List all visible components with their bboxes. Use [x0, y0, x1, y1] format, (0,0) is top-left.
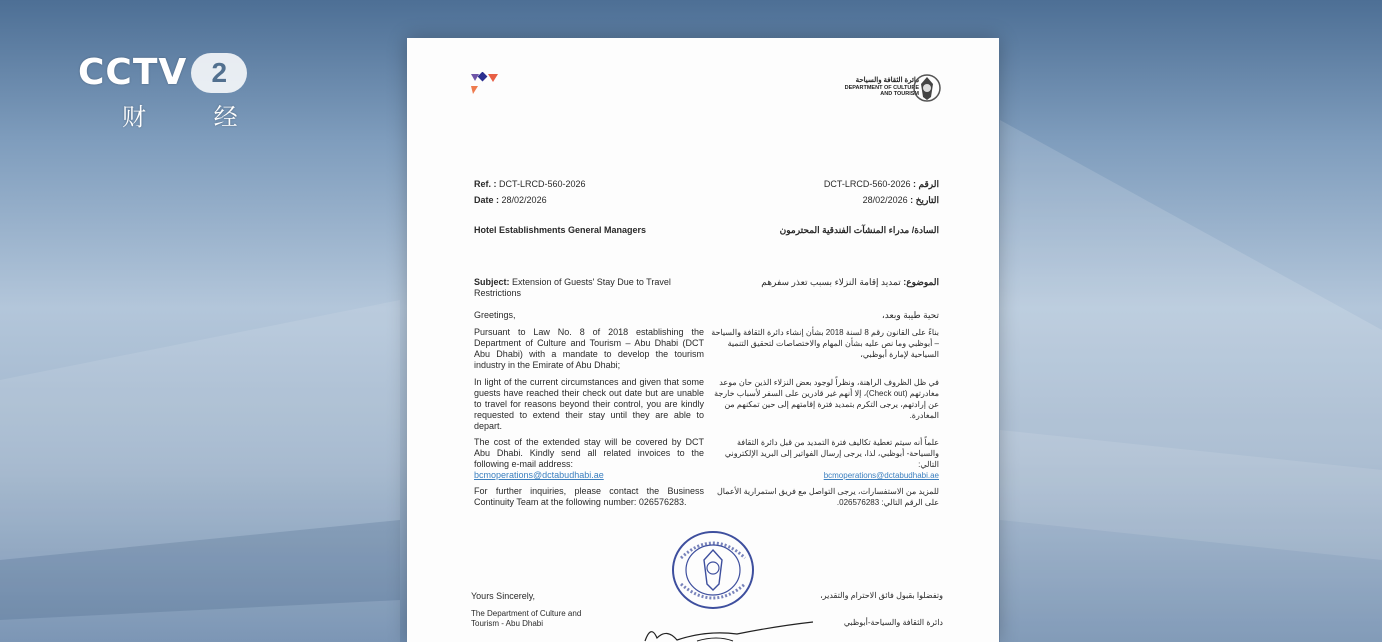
subject-label-en: Subject:	[474, 277, 510, 287]
ref-label-ar: : الرقم	[912, 179, 939, 189]
closing-en: Yours Sincerely,	[471, 591, 536, 601]
paragraph-en-1: Pursuant to Law No. 8 of 2018 establishing the Department of Culture and Tourism – Abu Dhabi (DCT Abu Dhabi) with a mandate to develop the tourism industry in the Emirate of Abu Dhabi;	[474, 327, 704, 370]
email-link-ar[interactable]: bcmoperations@dctabudhabi.ae	[823, 471, 939, 480]
greeting-ar: تحية طيبة وبعد،	[881, 310, 939, 320]
paragraph-ar-2: في ظل الظروف الراهنة، ونظراً لوجود بعض النزلاء الذين حان موعد مغادرتهم (Check out)، إلا أنهم غير قادرين على السفر لأسباب خارجة عن إرادتهم، يرجى التكرم بتمديد فترة إقامتهم إلى حين تمكنهم من المغادرة.	[714, 378, 939, 420]
channel-name: CCTV	[78, 52, 188, 93]
dct-brand-icon	[469, 72, 501, 102]
recipient-en: Hotel Establishments General Managers	[474, 225, 647, 235]
paragraph-en-4: For further inquiries, please contact the Business Continuity Team at the following number: 026576283.	[474, 486, 704, 507]
paragraph-en-3	[474, 437, 704, 481]
date-ar	[767, 195, 939, 206]
paragraph-ar-3-text: علماً أنه سيتم تغطية تكاليف فترة التمديد من قبل دائرة الثقافة والسياحة- أبوظبي، لذا، يرجى إرسال الفواتير إلى البريد الإلكتروني التالي:	[724, 438, 939, 469]
date-value-ar: 28/02/2026	[862, 195, 908, 205]
paragraph-ar-1: بناءً على القانون رقم 8 لسنة 2018 بشأن إنشاء دائرة الثقافة والسياحة – أبوظبي وما نص عليه بشأن المهام والاختصاصات لتحقيق التنمية السياحية لإمارة أبوظبي،	[711, 328, 939, 359]
official-stamp-icon	[669, 528, 757, 612]
channel-number: 2	[191, 53, 247, 93]
closing-ar: وتفضلوا بقبول فائق الاحترام والتقدير،	[820, 591, 943, 600]
paragraph-en-2: In light of the current circumstances and given that some guests have reached their check out date but are unable to travel for reasons beyond their control, you are kindly requested to extend their stay until they are able to depart.	[474, 377, 704, 431]
date-en	[474, 195, 547, 206]
subject-label-ar: الموضوع:	[903, 277, 939, 287]
ref-en	[474, 179, 586, 190]
signature-en: The Department of Culture and Tourism - Abu Dhabi	[471, 609, 582, 628]
signature-ar: دائرة الثقافة والسياحة-أبوظبي	[843, 618, 943, 627]
subject-ar	[719, 277, 939, 288]
dct-org-name-line1: DEPARTMENT OF CULTURE	[844, 85, 919, 91]
ref-label-en: Ref. :	[474, 179, 497, 189]
paragraph-ar-3	[709, 437, 939, 481]
subject-text-ar: تمديد إقامة النزلاء بسبب تعذر سفرهم	[761, 277, 901, 287]
greeting-en: Greetings,	[474, 310, 516, 320]
subject-en	[474, 277, 706, 299]
subject-text-en: Extension of Guests' Stay Due to Travel Restrictions	[474, 277, 671, 298]
date-value-en: 28/02/2026	[501, 195, 547, 205]
email-link-en[interactable]: bcmoperations@dctabudhabi.ae	[474, 470, 604, 480]
dct-org-name-ar: دائرة الثقافة والسياحة	[855, 77, 919, 84]
handwritten-signature	[637, 620, 817, 642]
falcon-emblem-icon	[912, 71, 942, 105]
paragraph-ar-4: للمزيد من الاستفسارات، يرجى التواصل مع فريق استمرارية الأعمال على الرقم التالي: 026576283.	[716, 487, 939, 507]
letter-page	[407, 38, 999, 642]
channel-logo	[78, 52, 268, 132]
date-label-ar: : التاريخ	[910, 195, 939, 205]
ref-ar	[767, 179, 939, 190]
ref-value-ar: DCT-LRCD-560-2026	[823, 179, 911, 189]
recipient-ar: السادة/ مدراء المنشآت الفندقية المحترمون	[779, 225, 939, 235]
ref-value-en: DCT-LRCD-560-2026	[499, 179, 586, 189]
channel-subtitle: 财 经	[122, 103, 268, 131]
dct-org-name-line2: AND TOURISM	[880, 91, 919, 97]
paragraph-en-3-text: The cost of the extended stay will be covered by DCT Abu Dhabi. Kindly send all related invoices to the following e-mail address:	[474, 437, 704, 469]
dct-org-name	[817, 76, 919, 97]
date-label-en: Date :	[474, 195, 500, 205]
